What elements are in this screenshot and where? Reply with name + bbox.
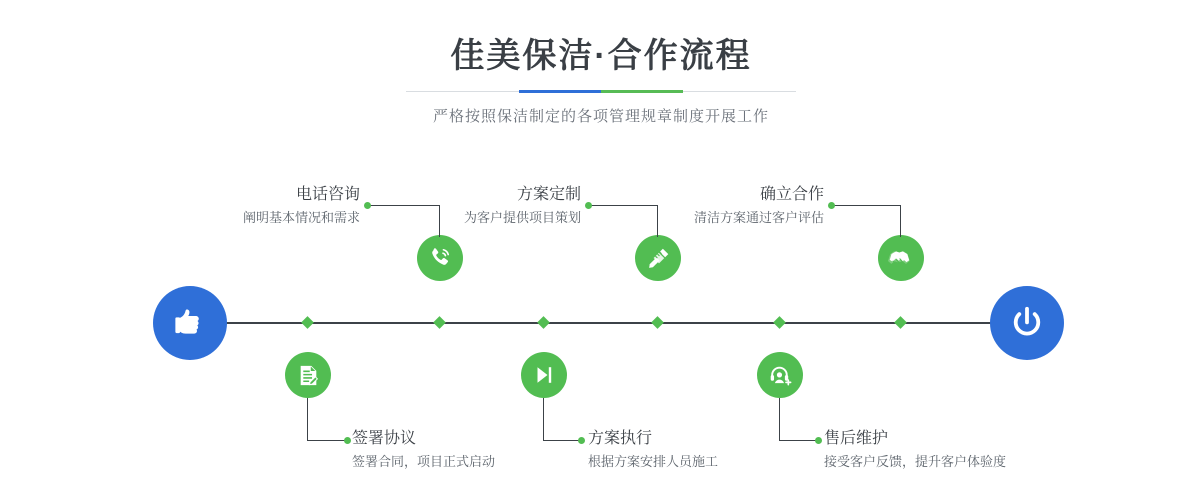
step-desc-3: 为客户提供项目策划 (463, 210, 581, 225)
step-title-5: 确立合作 (759, 186, 824, 203)
connector-dot-6 (815, 437, 822, 444)
thumbs-up-icon (172, 305, 208, 341)
play-forward-icon (532, 363, 556, 387)
step-node-3 (635, 235, 681, 281)
step-label-6 (824, 428, 1154, 472)
step-node-1 (417, 235, 463, 281)
page-title: 佳美保洁·合作流程 (450, 37, 752, 75)
timeline-start-node (153, 286, 227, 360)
axis-marker-3 (651, 316, 664, 329)
phone-call-icon (427, 245, 453, 271)
divider-accent-green (601, 90, 683, 93)
axis-marker-4 (537, 316, 550, 329)
timeline-end-node (990, 286, 1064, 360)
power-icon (1008, 304, 1046, 342)
connector-2-horizontal (307, 440, 347, 441)
timeline-axis (160, 322, 1042, 324)
axis-marker-5 (894, 316, 907, 329)
page-subtitle: 严格按照保洁制定的各项管理规章制度开展工作 (432, 108, 769, 125)
axis-marker-1 (433, 316, 446, 329)
step-title-2: 签署协议 (352, 430, 417, 447)
handshake-icon (888, 245, 914, 271)
step-node-4 (521, 352, 567, 398)
step-node-6 (757, 352, 803, 398)
step-node-2 (285, 352, 331, 398)
step-desc-6: 接受客户反馈，提升客户体验度 (824, 454, 1007, 469)
pencil-ruler-icon (646, 246, 671, 271)
step-desc-4: 根据方案安排人员施工 (588, 454, 719, 469)
step-label-3 (305, 184, 581, 228)
connector-dot-5 (828, 202, 835, 209)
step-title-1: 电话咨询 (295, 186, 360, 203)
timeline (0, 150, 1202, 502)
connector-4-horizontal (543, 440, 581, 441)
step-label-5 (548, 184, 824, 228)
step-title-6: 售后维护 (824, 430, 889, 447)
connector-5-vertical (900, 205, 901, 237)
document-edit-icon (296, 363, 321, 388)
step-desc-5: 清洁方案通过客户评估 (693, 210, 824, 225)
connector-dot-4 (578, 437, 585, 444)
page-header (0, 34, 1202, 126)
headset-support-icon (768, 363, 793, 388)
connector-5-horizontal (831, 205, 901, 206)
step-title-4: 方案执行 (588, 430, 653, 447)
step-desc-1: 阐明基本情况和需求 (242, 210, 360, 225)
connector-6-horizontal (779, 440, 818, 441)
axis-marker-2 (301, 316, 314, 329)
step-node-5 (878, 235, 924, 281)
step-title-3: 方案定制 (516, 186, 581, 203)
connector-6-vertical (779, 398, 780, 440)
title-divider (406, 90, 796, 93)
connector-dot-2 (344, 437, 351, 444)
axis-marker-6 (773, 316, 786, 329)
connector-2-vertical (307, 398, 308, 440)
divider-accent-blue (519, 90, 601, 93)
step-desc-2: 签署合同，项目正式启动 (352, 454, 496, 469)
connector-4-vertical (543, 398, 544, 440)
